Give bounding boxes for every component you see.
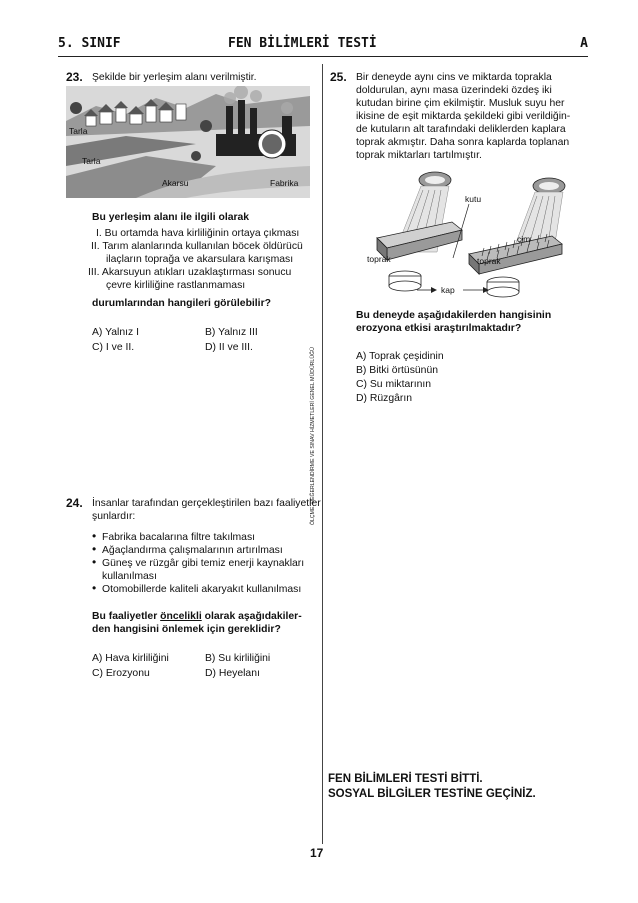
q23-option-c[interactable]: C) I ve II. <box>92 342 135 353</box>
q25-option-d[interactable]: D) Rüzgârın <box>356 393 413 404</box>
grade-label: 5. SINIF <box>58 36 121 51</box>
q23-settlement-illustration <box>66 86 310 198</box>
q23-stem: Şekilde bir yerleşim alanı verilmiştir. <box>92 72 257 83</box>
q24-bullet-4: • Otomobillerde kaliteli akaryakıt kullanılması <box>92 583 312 596</box>
q23-item-3-cont: çevre kirliliğine rastlanmaması <box>106 280 246 291</box>
q23-option-b[interactable]: B) Yalnız III <box>205 327 258 338</box>
q24-stem-2: şunlardır: <box>92 511 136 522</box>
label-fabrika: Fabrika <box>270 178 299 188</box>
q25-stem-7: toprak miktarları tartılmıştır. <box>356 150 482 161</box>
watering-can-right <box>533 178 565 194</box>
experiment-drawing <box>357 168 587 300</box>
q25-option-c[interactable]: C) Su miktarının <box>356 379 432 390</box>
q23-option-d[interactable]: D) II ve III. <box>205 342 253 353</box>
q24-bullet-1: • Fabrika bacalarına filtre takılması <box>92 531 312 544</box>
q25-stem-6: toprak akmıştır. Daha sonra kaplarda toplanan <box>356 137 570 148</box>
q25-stem-3: kutudan birine çim ekilmiştir. Musluk suyu her <box>356 98 565 109</box>
q23-intro: Bu yerleşim alanı ile ilgili olarak <box>92 212 250 223</box>
label-tarla-2: Tarla <box>82 156 101 166</box>
q23-number: 23. <box>66 70 83 84</box>
q24-option-d[interactable]: D) Heyelanı <box>205 668 260 679</box>
q25-stem-2: doldurulan, aynı masa üzerindeki özdeş iki <box>356 85 552 96</box>
column-divider <box>322 64 323 844</box>
side-vertical-text: ÖLÇME, DEĞERLENDİRME VE SINAV HİZMETLERİ GENEL MÜDÜRLÜĞÜ <box>310 347 316 525</box>
q24-question-2: den hangisini önlemek için gereklidir? <box>92 624 281 635</box>
q25-stem-5: de kutuların alt tarafındaki deliklerden kaplara <box>356 124 566 135</box>
q23-item-2: II. Tarım alanlarında kullanılan böcek öldürücü <box>91 241 303 252</box>
page-header <box>58 36 588 52</box>
q25-question-2: erozyona etkisi araştırılmaktadır? <box>356 323 522 334</box>
q24-option-a[interactable]: A) Hava kirliliğini <box>92 653 169 664</box>
q23-question: durumlarından hangileri görülebilir? <box>92 298 271 309</box>
label-kutu: kutu <box>465 194 482 204</box>
label-kap: kap <box>441 285 455 295</box>
label-tarla-1: Tarla <box>69 126 88 136</box>
q24-stem-1: İnsanlar tarafından gerçekleştirilen bazı faaliyetler <box>92 498 321 509</box>
q24-activity-list <box>92 531 312 596</box>
header-divider <box>58 56 588 57</box>
label-cim: çim <box>517 234 531 244</box>
end-line-1: FEN BİLİMLERİ TESTİ BİTTİ. <box>328 773 483 785</box>
q23-item-2-cont: ilaçların toprağa ve akarsulara karışması <box>106 254 294 265</box>
q25-stem-4: ikisine de eşit miktarda şekildeki gibi verildiğin- <box>356 111 571 122</box>
end-line-2: SOSYAL BİLGİLER TESTİNE GEÇİNİZ. <box>328 788 536 800</box>
test-end-notice <box>328 772 536 802</box>
q24-option-c[interactable]: C) Erozyonu <box>92 668 150 679</box>
label-akarsu: Akarsu <box>162 178 189 188</box>
q25-option-b[interactable]: B) Bitki örtüsünün <box>356 365 439 376</box>
q25-erosion-experiment-illustration <box>357 168 587 300</box>
q24-option-b[interactable]: B) Su kirliliğini <box>205 653 271 664</box>
watering-can-left <box>419 172 451 188</box>
q24-question-1: Bu faaliyetler öncelikli olarak aşağıdakiler- <box>92 611 302 622</box>
booklet-letter: A <box>580 36 588 51</box>
q24-bullet-2: • Ağaçlandırma çalışmalarının artırılması <box>92 544 312 557</box>
q23-option-a[interactable]: A) Yalnız I <box>92 327 139 338</box>
q23-item-1: I. Bu ortamda hava kirliliğinin ortaya çıkması <box>96 228 300 239</box>
label-toprak-1: toprak <box>367 254 391 264</box>
q23-item-3: III. Akarsuyun atıkları uzaklaştırması sonucu <box>88 267 292 278</box>
q25-number: 25. <box>330 70 347 84</box>
q25-question-1: Bu deneyde aşağıdakilerden hangisinin <box>356 310 552 321</box>
q24-bullet-3: • Güneş ve rüzgâr gibi temiz enerji kaynakları kullanılması <box>92 557 312 583</box>
q25-stem-1: Bir deneyde aynı cins ve miktarda toprakla <box>356 72 552 83</box>
label-toprak-2: toprak <box>477 256 501 266</box>
q25-option-a[interactable]: A) Toprak çeşidinin <box>356 351 444 362</box>
q24-number: 24. <box>66 496 83 510</box>
page-number: 17 <box>310 846 324 860</box>
test-title: FEN BİLİMLERİ TESTİ <box>228 36 377 51</box>
